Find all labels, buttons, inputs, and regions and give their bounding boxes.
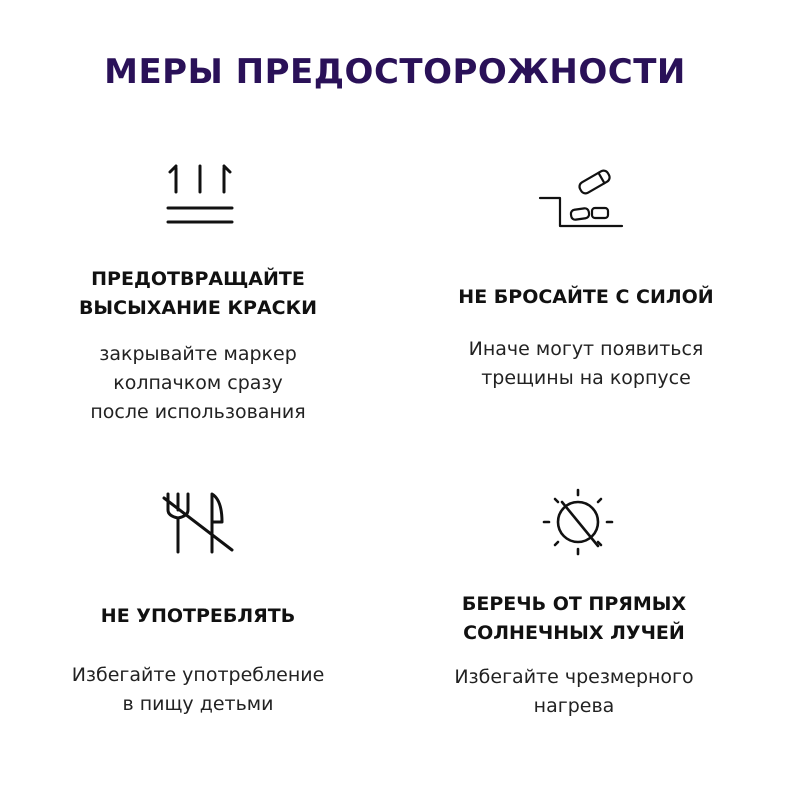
card-heading-dry-paint: ПРЕДОТВРАЩАЙТЕ ВЫСЫХАНИЕ КРАСКИ <box>78 268 318 319</box>
card-heading-no-eat: НЕ УПОТРЕБЛЯТЬ <box>100 605 296 627</box>
card-desc-dry-paint: закрывайте маркер колпачком сразу после использования <box>90 343 306 423</box>
dropped-marker-icon <box>536 160 626 232</box>
card-desc-no-eat: Избегайте употребление в пищу детьми <box>71 664 325 715</box>
no-sun-icon <box>540 488 616 556</box>
page-title: МЕРЫ ПРЕДОСТОРОЖНОСТИ <box>104 52 686 92</box>
keep-upright-icon <box>162 158 238 230</box>
no-food-icon <box>160 488 236 556</box>
card-heading-no-throw: НЕ БРОСАЙТЕ С СИЛОЙ <box>458 286 714 308</box>
card-desc-no-throw: Иначе могут появиться трещины на корпусе <box>468 338 704 389</box>
card-heading-no-sun: БЕРЕЧЬ ОТ ПРЯМЫХ СОЛНЕЧНЫХ ЛУЧЕЙ <box>461 593 687 644</box>
card-desc-no-sun: Избегайте чрезмерного нагрева <box>454 666 694 717</box>
